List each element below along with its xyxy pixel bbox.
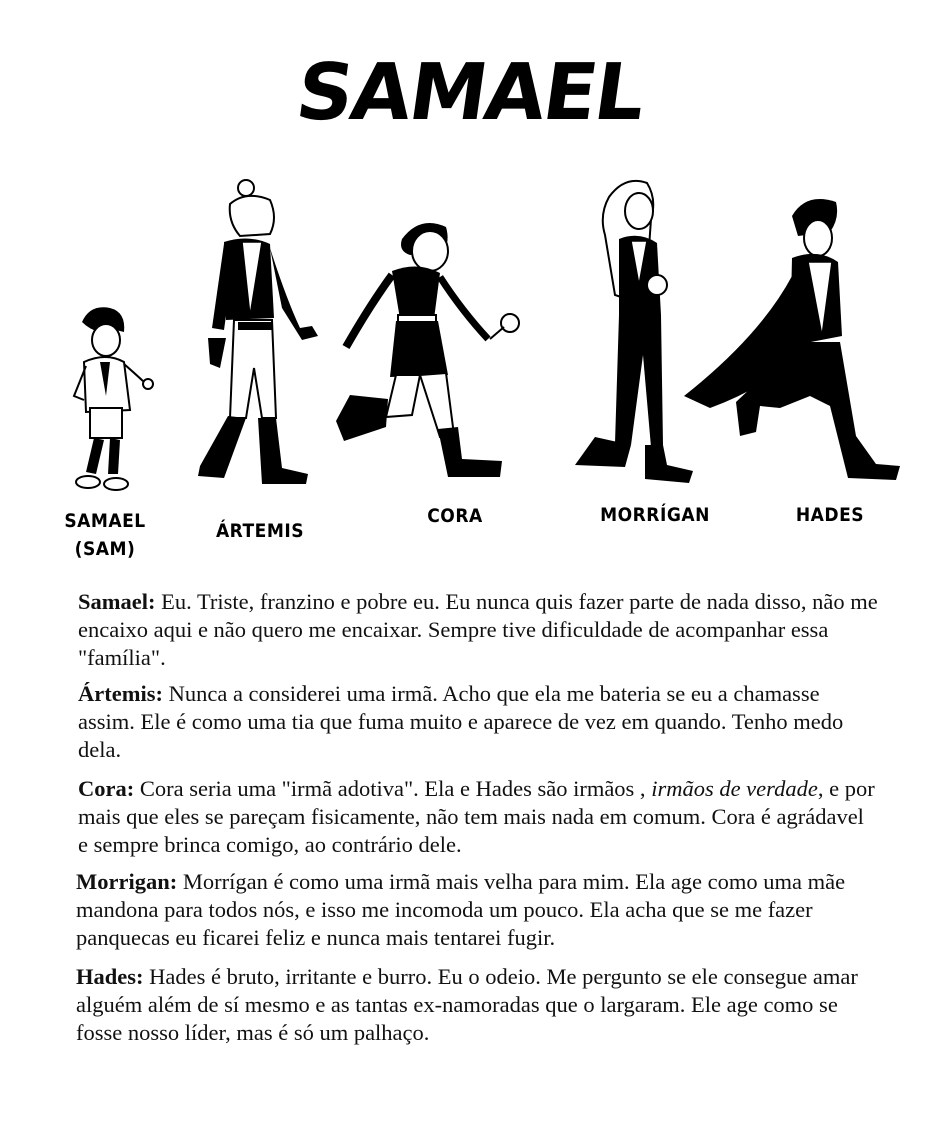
description-text-morrigan: Morrígan é como uma irmã mais velha para mim. Ela age como uma mãe mandona para todos nós, e isso me incomoda um pouco. Ela acha que se me fazer panquecas eu ficarei feliz e nunca mais tentarei fugir. — [76, 869, 846, 950]
character-label-samael: SAMAEL (SAM) — [55, 510, 155, 560]
description-name-hades: Hades: — [76, 964, 144, 989]
description-name-morrigan: Morrigan: — [76, 869, 178, 894]
description-text-cora-2: , e por mais que eles se pareçam fisicamente, não tem mais nada em comum. Cora é agrádavel e sempre brinca comigo, ao contrário dele. — [78, 776, 875, 857]
description-morrigan — [76, 868, 876, 952]
description-name-cora: Cora: — [78, 776, 135, 801]
description-text-samael: Eu. Triste, franzino e pobre eu. Eu nunca quis fazer parte de nada disso, não me encaixo aqui e não quero me encaixar. Sempre tive dificuldade de acompanhar essa "família". — [78, 589, 878, 670]
cora-illustration — [330, 215, 525, 485]
samael-illustration — [60, 300, 160, 495]
description-text-hades: Hades é bruto, irritante e burro. Eu o odeio. Me pergunto se ele consegue amar alguém além de sí mesmo e as tantas ex-namoradas que o largaram. Ele age como se fosse nosso líder, mas é só um palhaço. — [76, 964, 858, 1045]
hades-illustration — [680, 196, 905, 496]
morrigan-illustration — [565, 175, 695, 490]
character-sublabel-samael: (SAM) — [74, 538, 136, 560]
description-name-artemis: Ártemis: — [78, 681, 163, 706]
description-samael — [78, 588, 878, 672]
description-artemis — [78, 680, 878, 764]
description-hades — [76, 963, 876, 1047]
character-label-cora: CORA — [427, 505, 483, 527]
description-name-samael: Samael: — [78, 589, 156, 614]
character-label-artemis: ÁRTEMIS — [215, 520, 305, 542]
character-label-hades: HADES — [795, 504, 865, 526]
description-cora — [78, 775, 878, 859]
character-label-morrigan: MORRÍGAN — [600, 504, 710, 526]
page-title: SAMAEL — [290, 48, 650, 138]
description-italic-cora: irmãos de verdade — [651, 776, 818, 801]
artemis-illustration — [190, 178, 330, 498]
description-text-cora-1: Cora seria uma "irmã adotiva". Ela e Hades são irmãos , — [134, 776, 652, 801]
description-text-artemis: Nunca a considerei uma irmã. Acho que ela me bateria se eu a chamasse assim. Ele é como uma tia que fuma muito e aparece de vez em quando. Tenho medo dela. — [78, 681, 844, 762]
